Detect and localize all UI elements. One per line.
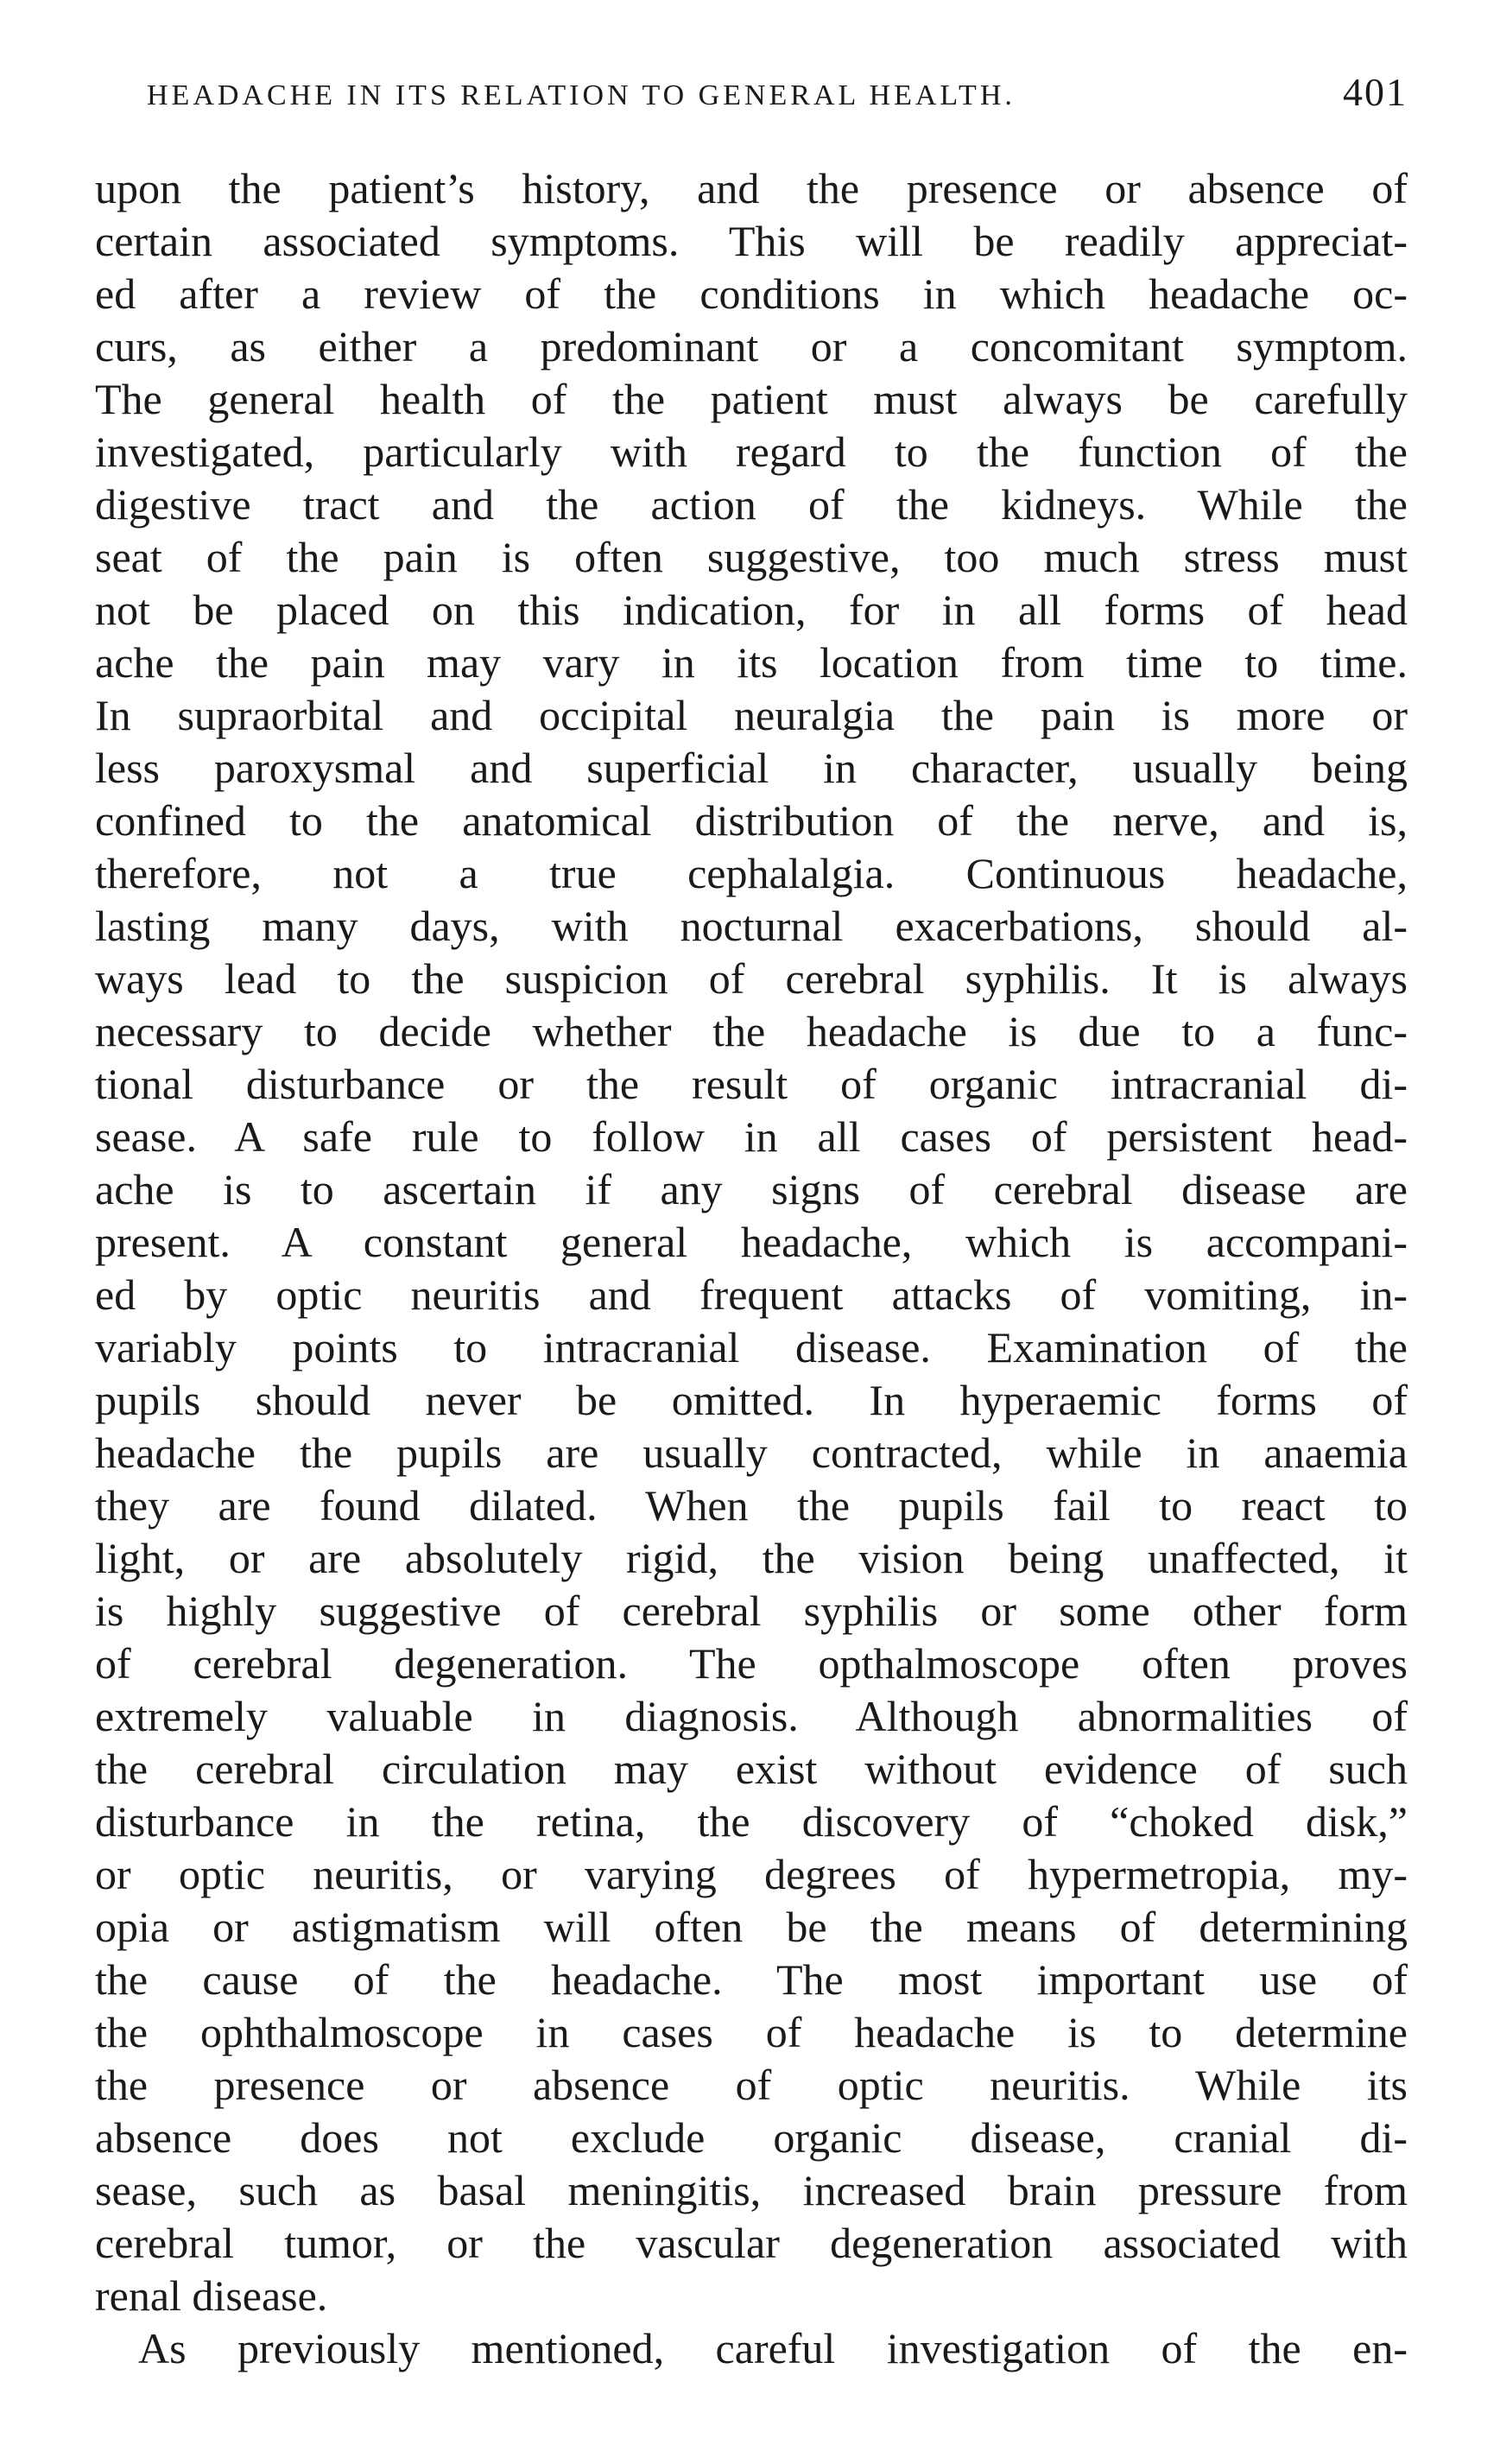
text-line: The general health of the patient must always be carefully: [95, 375, 1408, 423]
text-line: variably points to intracranial disease. Examination of the: [95, 1323, 1408, 1371]
text-line: disturbance in the retina, the discovery of “choked disk,”: [95, 1797, 1408, 1846]
text-line: necessary to decide whether the headache is due to a func-: [95, 1007, 1408, 1055]
text-line: light, or are absolutely rigid, the vision being unaffected, it: [95, 1534, 1408, 1582]
text-line: ache is to ascertain if any signs of cerebral disease are: [95, 1165, 1408, 1213]
text-line: ed after a review of the conditions in which headache oc-: [95, 269, 1408, 318]
text-line: the cerebral circulation may exist without evidence of such: [95, 1745, 1408, 1793]
text-line: less paroxysmal and superficial in character, usually being: [95, 744, 1408, 792]
text-line: the ophthalmoscope in cases of headache is to determine: [95, 2008, 1408, 2056]
body-text: [95, 162, 1408, 2375]
text-line: seat of the pain is often suggestive, too much stress must: [95, 533, 1408, 581]
text-line: opia or astigmatism will often be the means of determining: [95, 1903, 1408, 1951]
text-line: present. A constant general headache, which is accompani-: [95, 1218, 1408, 1266]
text-line: pupils should never be omitted. In hyperaemic forms of: [95, 1376, 1408, 1424]
text-line: headache the pupils are usually contracted, while in anaemia: [95, 1428, 1408, 1477]
text-line: ways lead to the suspicion of cerebral syphilis. It is always: [95, 954, 1408, 1003]
running-head: [95, 69, 1408, 130]
text-line: is highly suggestive of cerebral syphilis or some other form: [95, 1587, 1408, 1635]
text-line: of cerebral degeneration. The opthalmoscope often proves: [95, 1639, 1408, 1688]
text-line: As previously mentioned, careful investigation of the en-: [138, 2324, 1408, 2372]
text-line: the cause of the headache. The most important use of: [95, 1955, 1408, 2004]
text-line: tional disturbance or the result of organic intracranial di-: [95, 1060, 1408, 1108]
text-line: upon the patient’s history, and the presence or absence of: [95, 164, 1408, 212]
text-line: cerebral tumor, or the vascular degeneration associated with: [95, 2219, 1408, 2267]
text-line: renal disease.: [95, 2271, 328, 2320]
text-line: In supraorbital and occipital neuralgia the pain is more or: [95, 691, 1408, 739]
text-line: investigated, particularly with regard to the function of the: [95, 428, 1408, 476]
text-line: they are found dilated. When the pupils fail to react to: [95, 1481, 1408, 1530]
text-line: ache the pain may vary in its location from time to time.: [95, 638, 1408, 687]
book-page: [95, 69, 1408, 2375]
text-line: confined to the anatomical distribution of the nerve, and is,: [95, 796, 1408, 845]
text-line: sease, such as basal meningitis, increased brain pressure from: [95, 2166, 1408, 2214]
text-line: not be placed on this indication, for in all forms of head: [95, 586, 1408, 634]
text-line: ed by optic neuritis and frequent attacks of vomiting, in-: [95, 1270, 1408, 1319]
text-line: digestive tract and the action of the kidneys. While the: [95, 480, 1408, 529]
text-line: the presence or absence of optic neuritis. While its: [95, 2061, 1408, 2109]
text-line: or optic neuritis, or varying degrees of hypermetropia, my-: [95, 1850, 1408, 1898]
text-line: certain associated symptoms. This will be readily appreciat-: [95, 217, 1408, 265]
page-number: 401: [1343, 70, 1408, 114]
text-line: extremely valuable in diagnosis. Although abnormalities of: [95, 1692, 1408, 1740]
text-line: sease. A safe rule to follow in all cases of persistent head-: [95, 1112, 1408, 1161]
text-line: curs, as either a predominant or a concomitant symptom.: [95, 322, 1408, 371]
text-line: absence does not exclude organic disease, cranial di-: [95, 2113, 1408, 2162]
text-line: lasting many days, with nocturnal exacerbations, should al-: [95, 902, 1408, 950]
running-title: HEADACHE IN ITS RELATION TO GENERAL HEALTH.: [147, 79, 1016, 111]
text-line: therefore, not a true cephalalgia. Continuous headache,: [95, 849, 1408, 897]
